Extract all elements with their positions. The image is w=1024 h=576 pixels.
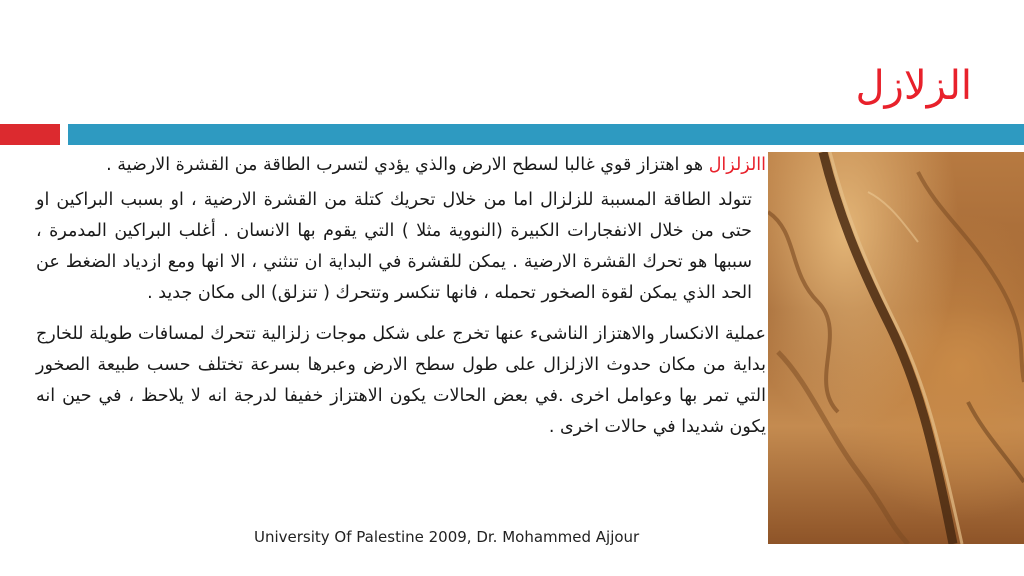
accent-bar-teal xyxy=(68,124,1024,145)
accent-bar-red xyxy=(0,124,60,145)
paragraph-energy-sources: تتولد الطاقة المسببة للزلزال اما من خلال تحريك كتلة من القشرة الارضية ، او بسبب البراكين او حتى من خلال الانفجارات الكبيرة (النووية مثلا ) التي يقوم بها الانسان . أغلب البراكين المدمرة ، سببها هو تحرك القشرة الارضية . يمكن للقشرة في البداية ان تنثني ، الا انها ومع ازدياد الضغط عن الحد الذي يمكن لقوة الصخور تحمله ، فانها تنكسر وتتحرك ( تنزلق) الى مكان جديد . xyxy=(36,190,752,303)
paragraph-definition xyxy=(36,150,766,181)
definition-text: هو اهتزاز قوي غالبا لسطح الارض والذي يؤدي لتسرب الطاقة من القشرة الارضية . xyxy=(106,155,709,175)
term-earthquake: االزلزال xyxy=(708,155,766,175)
slide-title: الزلازل xyxy=(855,63,972,109)
slide-footer: University Of Palestine 2009, Dr. Mohammed Ajjour xyxy=(254,528,640,546)
fault-line-photo xyxy=(768,152,1024,544)
slide-body xyxy=(36,150,766,443)
paragraph-seismic-waves: عملية الانكسار والاهتزاز الناشىء عنها تخرج على شكل موجات زلزالية تتحرك لمسافات طويلة للخارج بداية من مكان حدوث الازلزال على طول سطح الارض وعبرها بسرعة تختلف حسب طبيعة الصخور التي تمر بها وعوامل اخرى .في بعض الحالات يكون الاهتزاز خفيفا لدرجة انه لا يلاحظ ، في حين انه يكون شديدا في حالات اخرى . xyxy=(36,324,766,437)
